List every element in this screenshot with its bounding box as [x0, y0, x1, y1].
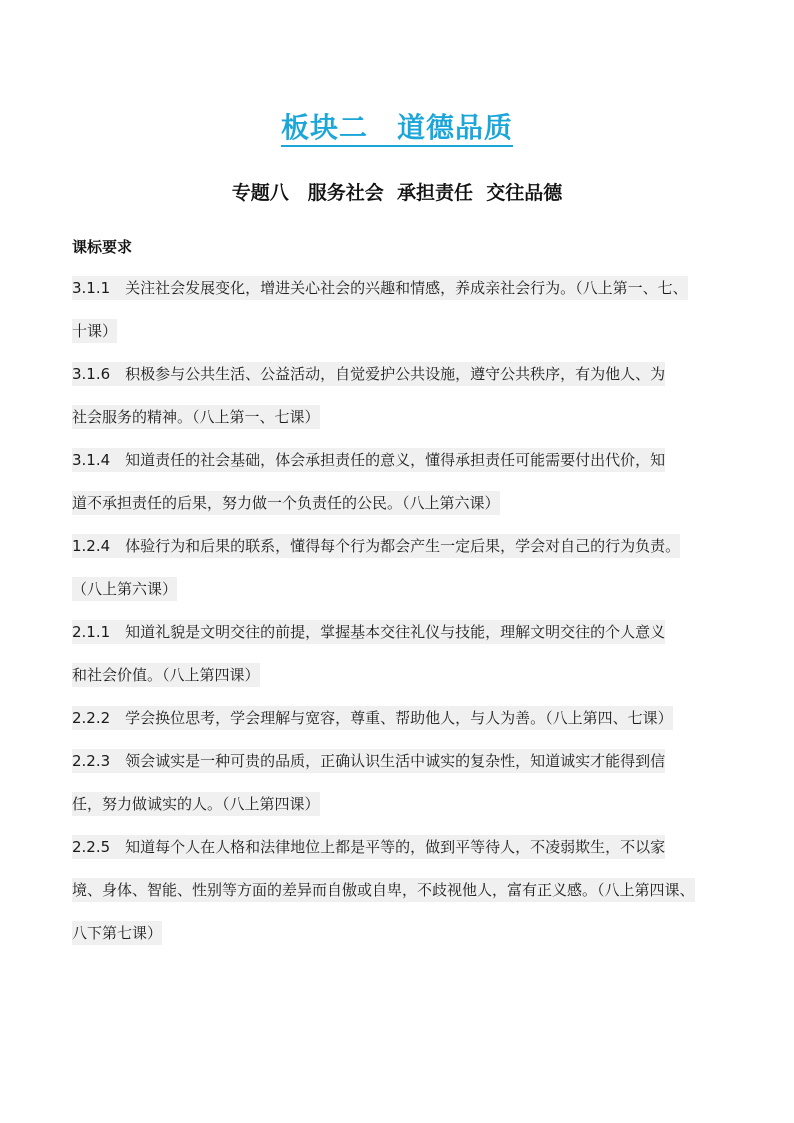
requirement-line	[72, 311, 732, 354]
requirement-line	[72, 526, 732, 569]
requirement-text: 社会服务的精神。（八上第一、七课）	[72, 405, 320, 429]
requirement-line	[72, 784, 732, 827]
requirement-line	[72, 397, 732, 440]
requirement-text: 2.2.3 领会诚实是一种可贵的品质，正确认识生活中诚实的复杂性，知道诚实才能得到信	[72, 749, 665, 773]
requirement-text: 十课）	[72, 319, 117, 343]
page-title-text: 板块二 道德品质	[281, 111, 513, 147]
requirement-text: 2.1.1 知道礼貌是文明交往的前提，掌握基本交往礼仪与技能，理解文明交往的个人意义	[72, 620, 665, 644]
requirement-text: 3.1.4 知道责任的社会基础，体会承担责任的意义，懂得承担责任可能需要付出代价，知	[72, 448, 665, 472]
requirement-text: 和社会价值。（八上第四课）	[72, 663, 260, 687]
requirement-line	[72, 827, 732, 870]
requirement-text: 2.2.2 学会换位思考，学会理解与宽容，尊重、帮助他人，与人为善。（八上第四、七课）	[72, 706, 673, 730]
requirement-text: （八上第六课）	[72, 577, 177, 601]
requirement-line	[72, 268, 732, 311]
requirement-line	[72, 655, 732, 698]
requirement-text: 1.2.4 体验行为和后果的联系，懂得每个行为都会产生一定后果，学会对自己的行为负责。	[72, 534, 680, 558]
requirement-line	[72, 913, 732, 956]
requirement-text: 3.1.1 关注社会发展变化，增进关心社会的兴趣和情感，养成亲社会行为。（八上第一、七、	[72, 276, 688, 300]
page-title	[0, 106, 794, 146]
requirements-list	[72, 268, 732, 956]
requirement-text: 任，努力做诚实的人。（八上第四课）	[72, 792, 320, 816]
requirement-text: 八下第七课）	[72, 921, 162, 945]
section-heading: 课标要求	[72, 238, 133, 256]
requirement-line	[72, 698, 732, 741]
requirement-line	[72, 741, 732, 784]
topic-subtitle: 专题八 服务社会 承担责任 交往品德	[231, 182, 563, 204]
requirement-line	[72, 870, 732, 913]
requirement-line	[72, 483, 732, 526]
requirement-line	[72, 440, 732, 483]
requirement-text: 道不承担责任的后果，努力做一个负责任的公民。（八上第六课）	[72, 491, 500, 515]
requirement-line	[72, 354, 732, 397]
requirement-line	[72, 612, 732, 655]
requirement-text: 2.2.5 知道每个人在人格和法律地位上都是平等的，做到平等待人，不凌弱欺生，不以家	[72, 835, 665, 859]
requirement-line	[72, 569, 732, 612]
requirement-text: 境、身体、智能、性别等方面的差异而自傲或自卑，不歧视他人，富有正义感。（八上第四课、	[72, 878, 695, 902]
requirement-text: 3.1.6 积极参与公共生活、公益活动，自觉爱护公共设施，遵守公共秩序，有为他人、为	[72, 362, 665, 386]
